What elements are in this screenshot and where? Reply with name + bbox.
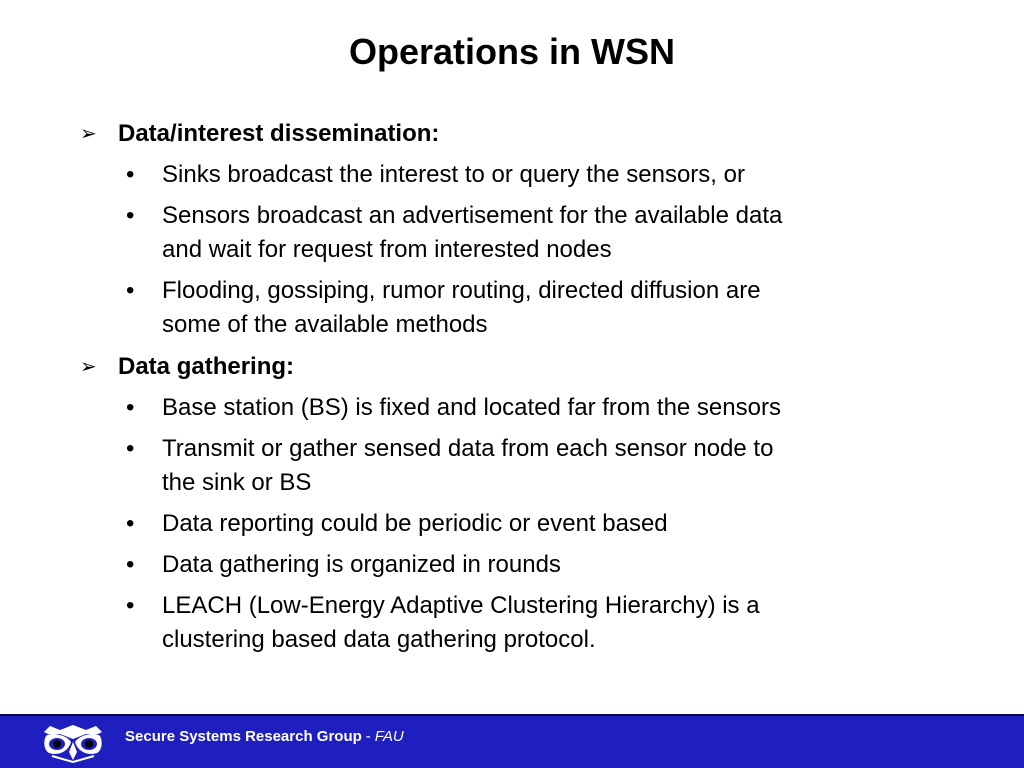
- list-item-line: some of the available methods: [162, 311, 488, 338]
- footer-group-name: Secure Systems Research Group: [125, 728, 362, 745]
- list-item-line: the sink or BS: [162, 469, 312, 496]
- slide-title: Operations in WSN: [348, 31, 676, 72]
- list-item-line: Data reporting could be periodic or event based: [162, 510, 668, 537]
- list-item-line: Transmit or gather sensed data from each sensor node to: [162, 435, 774, 462]
- list-item: [126, 589, 916, 657]
- footer-separator: -: [365, 728, 371, 745]
- list-item: [126, 274, 916, 342]
- section-label: Data/interest dissemination:: [118, 120, 440, 147]
- bullet-icon: •: [126, 551, 135, 578]
- list-item: [126, 391, 916, 425]
- owl-logo-icon: [40, 722, 106, 764]
- arrow-bullet-icon: ➢: [80, 356, 97, 378]
- list-item: [126, 507, 916, 541]
- footer-bar: [0, 714, 1024, 768]
- list-item-line: clustering based data gathering protocol.: [162, 626, 596, 653]
- section-label: Data gathering:: [118, 353, 295, 380]
- list-item-line: LEACH (Low-Energy Adaptive Clustering Hierarchy) is a: [162, 592, 760, 619]
- bullet-icon: •: [126, 435, 135, 462]
- list-item-line: Flooding, gossiping, rumor routing, directed diffusion are: [162, 277, 761, 304]
- bullet-icon: •: [126, 277, 135, 304]
- list-item: [126, 432, 916, 500]
- footer-text: [125, 726, 404, 748]
- bullet-icon: •: [126, 161, 135, 188]
- list-item: [126, 548, 916, 582]
- footer-org-name: FAU: [374, 728, 404, 745]
- bullet-icon: •: [126, 394, 135, 421]
- bullet-icon: •: [126, 202, 135, 229]
- list-item-line: Sensors broadcast an advertisement for the available data: [162, 202, 783, 229]
- list-item-line: Data gathering is organized in rounds: [162, 551, 561, 578]
- list-item: [126, 158, 916, 192]
- list-item-line: and wait for request from interested nodes: [162, 236, 612, 263]
- list-item-line: Base station (BS) is fixed and located far from the sensors: [162, 394, 781, 421]
- bullet-icon: •: [126, 510, 135, 537]
- list-item: [126, 199, 916, 267]
- arrow-bullet-icon: ➢: [80, 123, 97, 145]
- list-item-line: Sinks broadcast the interest to or query the sensors, or: [162, 161, 745, 188]
- bullet-icon: •: [126, 592, 135, 619]
